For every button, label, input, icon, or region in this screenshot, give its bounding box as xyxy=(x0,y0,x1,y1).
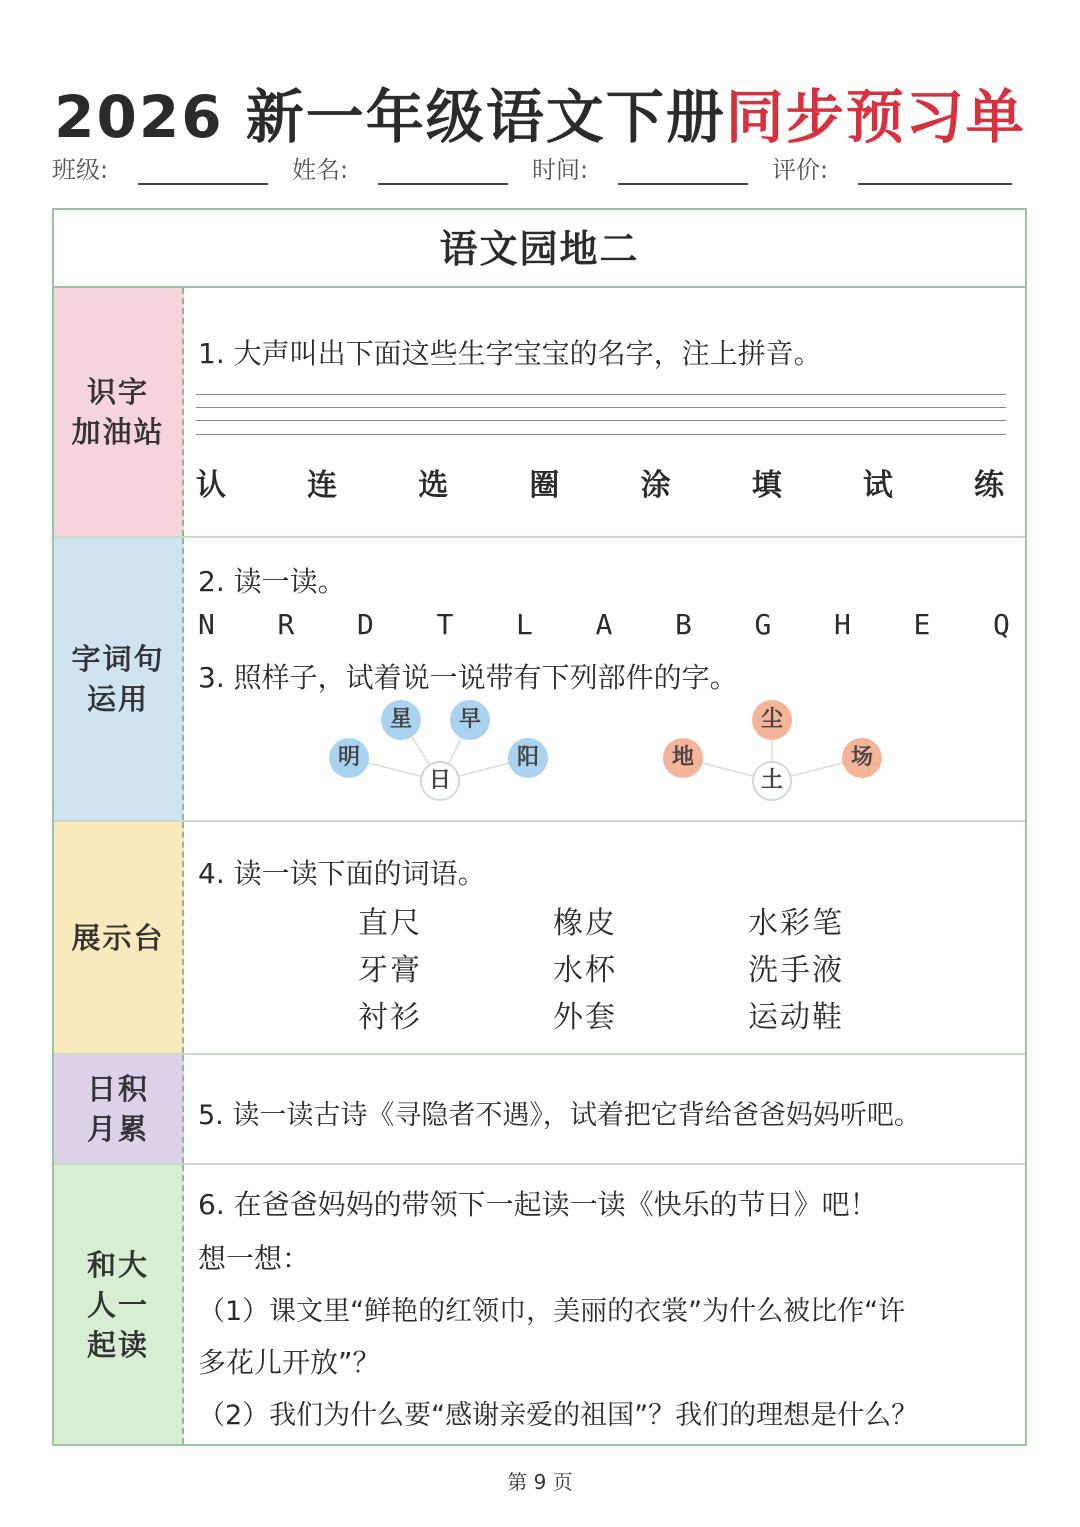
title-highlight: 同步预习单 xyxy=(725,83,1026,151)
char-item: 圈 xyxy=(529,468,560,503)
time-field[interactable] xyxy=(618,183,748,185)
page-title xyxy=(0,70,1080,154)
letter-item: T xyxy=(436,608,454,641)
section-label xyxy=(54,1165,184,1444)
word-item: 橡皮 xyxy=(553,906,617,941)
pinyin-line[interactable] xyxy=(196,420,1006,421)
char-item: 涂 xyxy=(640,468,671,503)
pinyin-line[interactable] xyxy=(196,407,1006,408)
letter-item: A xyxy=(595,608,613,641)
label-line: 起读 xyxy=(86,1327,149,1362)
pinyin-line[interactable] xyxy=(196,394,1006,395)
label-line: 和大 xyxy=(86,1247,149,1282)
think-prompt: 想一想： xyxy=(198,1242,311,1275)
rating-field[interactable] xyxy=(858,183,1012,185)
time-label: 时间: xyxy=(532,156,589,184)
word-item: 水杯 xyxy=(553,953,617,988)
section-content xyxy=(186,288,1025,536)
word-item: 洗手液 xyxy=(748,953,844,988)
section-label xyxy=(54,822,184,1053)
section-content xyxy=(186,822,1025,1053)
word-item: 水彩笔 xyxy=(748,906,844,941)
char-item: 认 xyxy=(196,468,226,503)
label-line: 月累 xyxy=(86,1112,149,1146)
section-showcase xyxy=(54,822,1025,1055)
letter-item: L xyxy=(516,608,533,641)
char-item: 练 xyxy=(973,468,1004,503)
section-label xyxy=(54,288,184,536)
page-number: 第 9 页 xyxy=(507,1470,573,1494)
label-line: 人一 xyxy=(86,1287,149,1322)
question-3: 3. 照样子，试着说一说带有下列部件的字。 xyxy=(198,661,738,694)
label-line: 展示台 xyxy=(71,920,165,955)
name-label: 姓名: xyxy=(292,156,349,184)
char-list xyxy=(196,460,1004,504)
section-literacy xyxy=(54,288,1025,538)
char-item: 选 xyxy=(418,468,449,503)
pinyin-line[interactable] xyxy=(196,434,1006,435)
radical-word-bubble: 阳 xyxy=(508,738,548,778)
section-word-usage xyxy=(54,538,1025,822)
letter-item: G xyxy=(754,608,772,641)
student-info-bar xyxy=(52,150,1022,190)
question-4: 4. 读一读下面的词语。 xyxy=(198,857,486,890)
char-item: 填 xyxy=(751,468,782,503)
question-1: 1. 大声叫出下面这些生字宝宝的名字，注上拼音。 xyxy=(198,337,822,370)
letter-item: N xyxy=(198,608,215,641)
question-2: 2. 读一读。 xyxy=(198,565,346,598)
letter-item: H xyxy=(834,608,851,641)
letter-item: Q xyxy=(993,608,1010,641)
class-field[interactable] xyxy=(138,183,268,185)
radical-word-bubble: 场 xyxy=(842,738,882,778)
name-field[interactable] xyxy=(378,183,508,185)
char-item: 试 xyxy=(862,468,893,503)
class-label: 班级: xyxy=(52,156,109,184)
section-content xyxy=(186,538,1025,820)
char-item: 连 xyxy=(307,468,338,503)
sub-question-1-cont: 多花儿开放”？ xyxy=(198,1346,381,1379)
label-line: 字词句 xyxy=(71,642,165,676)
radical-word-bubble: 地 xyxy=(663,738,703,778)
question-5: 5. 读一读古诗《寻隐者不遇》，试着把它背给爸爸妈妈听吧。 xyxy=(198,1100,921,1131)
letter-item: R xyxy=(277,608,295,641)
label-line: 识字 xyxy=(86,375,149,409)
letter-item: E xyxy=(913,608,931,641)
worksheet xyxy=(52,208,1027,1446)
word-item: 牙膏 xyxy=(358,953,422,988)
radical-word-bubble: 星 xyxy=(381,700,421,740)
radical-word-bubble: 早 xyxy=(450,700,490,740)
letter-item: B xyxy=(675,608,692,641)
radical-word-bubble: 尘 xyxy=(752,700,792,740)
section-read-together xyxy=(54,1165,1025,1444)
section-daily-accumulation xyxy=(54,1055,1025,1165)
rating-label: 评价: xyxy=(772,156,829,184)
section-content xyxy=(186,1165,1025,1444)
title-main: 2026 新一年级语文下册 xyxy=(54,83,726,151)
section-label xyxy=(54,538,184,820)
sub-question-2: （2）我们为什么要“感谢亲爱的祖国”？我们的理想是什么？ xyxy=(198,1400,919,1431)
label-line: 运用 xyxy=(86,682,149,716)
letter-item: D xyxy=(357,608,374,641)
word-item: 直尺 xyxy=(358,906,422,941)
word-item: 外套 xyxy=(553,1000,617,1035)
section-content xyxy=(186,1055,1025,1163)
label-line: 加油站 xyxy=(71,415,165,449)
sheet-title: 语文园地二 xyxy=(54,210,1025,288)
section-label xyxy=(54,1055,184,1163)
radical-connector-lines xyxy=(186,538,1025,822)
word-item: 衬衫 xyxy=(358,1000,422,1035)
label-line: 日积 xyxy=(86,1072,149,1106)
sub-question-1: （1）课文里“鲜艳的红领巾，美丽的衣裳”为什么被比作“许 xyxy=(198,1296,906,1327)
radical-center-bubble: 日 xyxy=(420,761,460,801)
radical-word-bubble: 明 xyxy=(329,738,369,778)
radical-center-bubble: 土 xyxy=(752,761,792,801)
word-item: 运动鞋 xyxy=(748,1000,844,1035)
question-6: 6. 在爸爸妈妈的带领下一起读一读《快乐的节日》吧！ xyxy=(198,1188,878,1221)
